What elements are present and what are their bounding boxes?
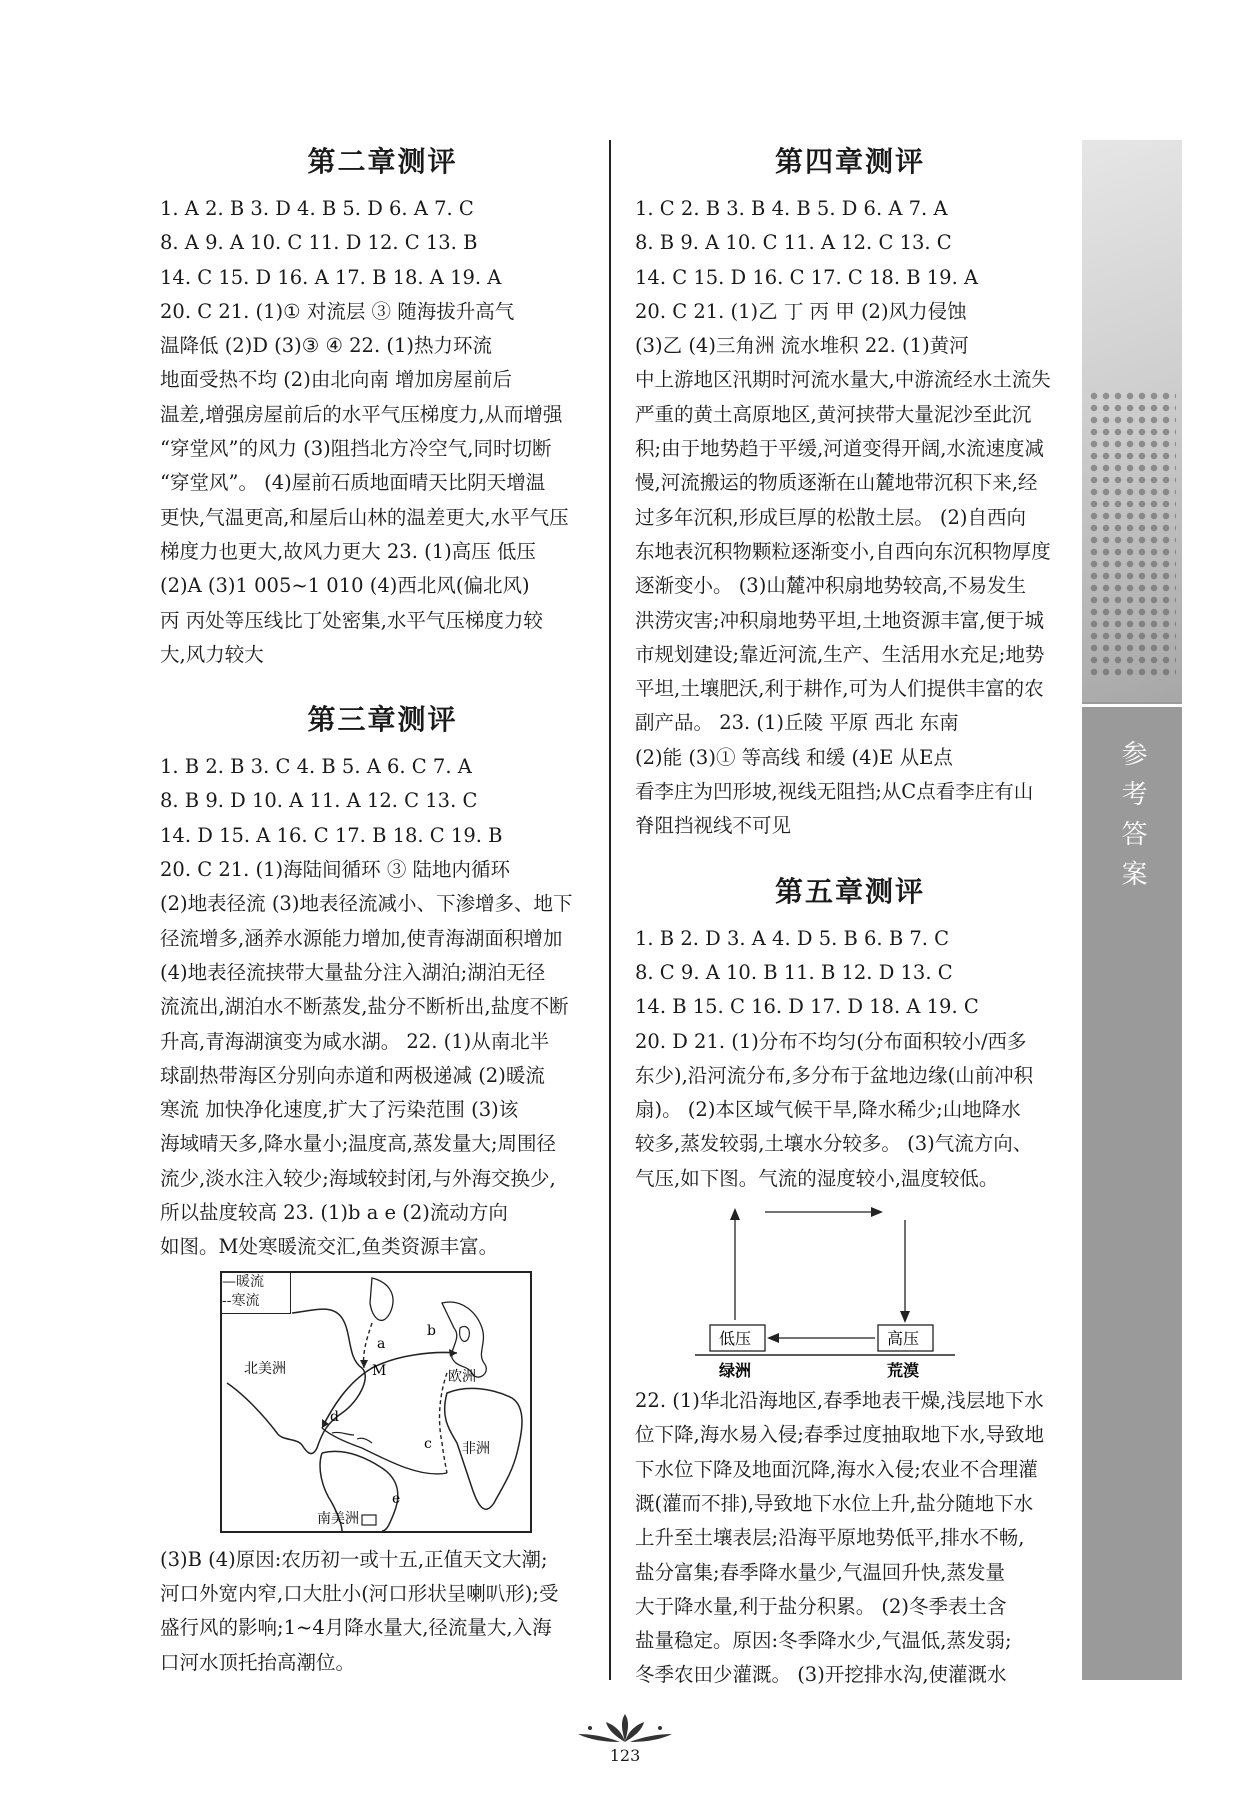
cold-current-canary <box>440 1373 447 1473</box>
chapter4-title: 第四章测评 <box>774 145 925 178</box>
chapter3-answers <box>160 750 605 1264</box>
answer-line: 20. D 21. (1)分布不均匀(分布面积较小/西多 <box>635 1029 1027 1053</box>
answer-line: 地面受热不均 (2)由北向南 增加房屋前后 <box>160 368 513 392</box>
oasis-label: 绿洲 <box>719 1361 752 1381</box>
marker-box <box>362 1515 376 1525</box>
answer-line: 上升至土壤表层;沿海平原地势低平,排水不畅, <box>635 1526 1025 1550</box>
chapter4-answers <box>635 192 1065 844</box>
answer-line: 冬季农田少灌溉。 (3)开挖排水沟,使灌溉水 <box>635 1663 1007 1687</box>
answer-line: 20. C 21. (1)① 对流层 ③ 随海拔升高气 <box>160 299 515 323</box>
answer-line: 14. D 15. A 16. C 17. B 18. C 19. B <box>160 823 503 847</box>
desert-label: 荒漠 <box>887 1361 920 1381</box>
answer-line: (3)B (4)原因:农历初一或十五,正值天文大潮; <box>160 1547 548 1571</box>
greenland-coast <box>370 1278 393 1320</box>
high-pressure-label: 高压 <box>887 1329 920 1349</box>
answer-line: 下水位下降及地面沉降,海水入侵;农业不合理灌 <box>635 1457 1038 1481</box>
label-e: e <box>392 1490 401 1507</box>
answer-line: 更快,气温更高,和屋后山林的温差更大,水平气压 <box>160 505 569 529</box>
answer-line: 平坦,土壤肥沃,利于耕作,可为人们提供丰富的农 <box>635 677 1044 701</box>
answer-line: 14. C 15. D 16. C 17. C 18. B 19. A <box>635 265 979 289</box>
answer-line: 溉(灌而不排),导致地下水位上升,盐分随地下水 <box>635 1491 1034 1515</box>
arrowhead <box>767 1333 779 1343</box>
answer-line: “穿堂风”。 (4)屋前石质地面晴天比阴天增温 <box>160 471 546 495</box>
answer-line: 1. B 2. D 3. A 4. D 5. B 6. B 7. C <box>635 926 950 950</box>
label-b: b <box>427 1322 436 1339</box>
answer-line: (2)地表径流 (3)地表径流减小、下渗增多、地下 <box>160 892 573 916</box>
sidebar-label: 参考答案 <box>1117 740 1147 900</box>
answer-line: 温降低 (2)D (3)③ ④ 22. (1)热力环流 <box>160 334 492 358</box>
answer-line: 1. C 2. B 3. B 4. B 5. D 6. A 7. A <box>635 197 948 220</box>
answer-line: (2)A (3)1 005~1 010 (4)西北风(偏北风) <box>160 574 530 598</box>
answer-line: 东地表沉积物颗粒逐渐变小,自西向东沉积物厚度 <box>635 539 1051 563</box>
answer-line: (4)地表径流挟带大量盐分注入湖泊;湖泊无径 <box>160 960 546 984</box>
answer-line: 看李庄为凹形坡,视线无阻挡;从C点看李庄有山 <box>635 780 1034 804</box>
answer-line: “穿堂风”的风力 (3)阻挡北方冷空气,同时切断 <box>160 437 552 461</box>
answer-line: 1. B 2. B 3. C 4. B 5. A 6. C 7. A <box>160 755 472 779</box>
sidebar-pattern <box>1082 140 1182 702</box>
right-column <box>635 140 1065 1693</box>
answer-line: 8. C 9. A 10. B 11. B 12. D 13. C <box>635 960 953 984</box>
warm-current-gulf-stream <box>322 1352 457 1427</box>
answer-line: 较多,蒸发较弱,土壤水分较多。 (3)气流方向、 <box>635 1132 1033 1156</box>
chapter2-title: 第二章测评 <box>307 145 458 178</box>
answer-line: 东少),沿河流分布,多分布于盆地边缘(山前冲积 <box>635 1063 1034 1087</box>
answer-line: 寒流 加快净化速度,扩大了污染范围 (3)该 <box>160 1098 519 1122</box>
label-south-america: 南美洲 <box>317 1510 359 1527</box>
low-pressure-label: 低压 <box>719 1329 752 1349</box>
answer-line: 温差,增强房屋前后的水平气压梯度力,从而增强 <box>160 402 563 426</box>
answer-line: 中上游地区汛期时河流水量大,中游流经水土流失 <box>635 368 1051 392</box>
chapter2-answers <box>160 192 605 672</box>
legend-warm: —暖流 <box>222 1273 264 1290</box>
answer-line: 流少,淡水注入较少;海域较封闭,与外海交换少, <box>160 1166 556 1190</box>
chapter5-title: 第五章测评 <box>774 874 925 908</box>
arrowhead <box>730 1208 740 1220</box>
label-europe: 欧洲 <box>448 1368 476 1385</box>
ocean-current-map <box>220 1271 532 1533</box>
answer-line: 盐量稳定。原因:冬季降水少,气温低,蒸发弱; <box>635 1629 1012 1653</box>
answer-line: 8. A 9. A 10. C 11. D 12. C 13. B <box>160 231 478 255</box>
answer-line: (2)能 (3)① 等高线 和缓 (4)E 从E点 <box>635 745 953 769</box>
answer-line: 慢,河流搬运的物质逐渐在山麓地带沉积下来,经 <box>635 471 1038 495</box>
answer-line: 14. C 15. D 16. A 17. B 18. A 19. A <box>160 265 502 289</box>
chapter3-title: 第三章测评 <box>307 703 458 737</box>
label-m: M <box>372 1362 387 1379</box>
column-divider <box>609 140 611 1680</box>
legend-cold: ‐‐寒流 <box>222 1292 260 1309</box>
answer-line: 盐分富集;春季降水量少,气温回升快,蒸发量 <box>635 1560 1005 1584</box>
airflow-diagram <box>695 1200 955 1380</box>
answer-line: 逐渐变小。 (3)山麓冲积扇地势较高,不易发生 <box>635 574 1027 598</box>
label-d: d <box>330 1408 339 1425</box>
answer-line: 严重的黄土高原地区,黄河挟带大量泥沙至此沉 <box>635 402 1032 426</box>
answer-line: 8. B 9. D 10. A 11. A 12. C 13. C <box>160 789 478 813</box>
left-column <box>160 140 605 1680</box>
arrowhead <box>900 1311 910 1323</box>
north-america-coast <box>227 1309 365 1453</box>
label-a: a <box>377 1335 386 1352</box>
answer-line: 洪涝灾害;冲积扇地势平坦,土地资源丰富,便于城 <box>635 608 1044 632</box>
answer-line: 市规划建设;靠近河流,生产、生活用水充足;地势 <box>635 642 1045 666</box>
answer-line: 梯度力也更大,故风力更大 23. (1)高压 低压 <box>160 539 536 563</box>
answer-line: 海域晴天多,降水量小;温度高,蒸发量大;周围径 <box>160 1132 557 1156</box>
map-legend <box>222 1273 291 1314</box>
answer-line: (3)乙 (4)三角洲 流水堆积 22. (1)黄河 <box>635 334 969 358</box>
answer-line: 20. C 21. (1)乙 丁 丙 甲 (2)风力侵蚀 <box>635 299 967 323</box>
label-north-america: 北美洲 <box>244 1360 286 1377</box>
britain-coast <box>460 1326 470 1341</box>
label-africa: 非洲 <box>462 1440 490 1457</box>
answer-line: 径流增多,涵养水源能力增加,使青海湖面积增加 <box>160 926 563 950</box>
answer-line: 气压,如下图。气流的湿度较小,温度较低。 <box>635 1166 999 1190</box>
answer-line: 大,风力较大 <box>160 642 264 666</box>
answer-line: 盛行风的影响;1~4月降水量大,径流量大,入海 <box>160 1616 552 1640</box>
answer-line: 位下降,海水易入侵;春季过度抽取地下水,导致地 <box>635 1423 1044 1447</box>
answer-line: 22. (1)华北沿海地区,春季地表干燥,浅层地下水 <box>635 1389 1044 1413</box>
answer-line: 流流出,湖泊水不断蒸发,盐分不断析出,盐度不断 <box>160 995 569 1019</box>
answer-sidebar <box>1082 140 1182 1680</box>
answer-line: 河口外宽内窄,口大肚小(河口形状呈喇叭形);受 <box>160 1581 559 1605</box>
answer-line: 升高,青海湖演变为咸水湖。 22. (1)从南北半 <box>160 1029 550 1053</box>
arrowhead <box>871 1207 883 1217</box>
answer-line: 1. A 2. B 3. D 4. B 5. D 6. A 7. C <box>160 197 474 220</box>
chapter5-answers <box>635 922 1065 1196</box>
chapter3-answers-after-map <box>160 1543 605 1680</box>
answer-line: 球副热带海区分别向赤道和两极递减 (2)暖流 <box>160 1063 545 1087</box>
answer-line: 积;由于地势趋于平缓,河道变得开阔,水流速度减 <box>635 437 1044 461</box>
page-number: 123 <box>609 1746 641 1765</box>
answer-line: 过多年沉积,形成巨厚的松散土层。 (2)自西向 <box>635 505 1027 529</box>
answer-line: 如图。M处寒暖流交汇,鱼类资源丰富。 <box>160 1235 499 1259</box>
answer-line: 20. C 21. (1)海陆间循环 ③ 陆地内循环 <box>160 858 511 882</box>
answer-line: 副产品。 23. (1)丘陵 平原 西北 东南 <box>635 711 959 735</box>
chapter5-answers-after-diagram <box>635 1384 1065 1693</box>
answer-line: 丙 丙处等压线比丁处密集,水平气压梯度力较 <box>160 608 543 632</box>
answer-line: 14. B 15. C 16. D 17. D 18. A 19. C <box>635 995 979 1019</box>
answer-line: 口河水顶托抬高潮位。 <box>160 1650 356 1674</box>
label-c: c <box>424 1435 432 1452</box>
answer-line: 所以盐度较高 23. (1)b a e (2)流动方向 <box>160 1201 508 1225</box>
europe-coast <box>442 1302 486 1377</box>
answer-line: 脊阻挡视线不可见 <box>635 814 792 838</box>
answer-line: 扇)。 (2)本区域气候干旱,降水稀少;山地降水 <box>635 1098 1021 1122</box>
answer-line: 8. B 9. A 10. C 11. A 12. C 13. C <box>635 231 952 255</box>
page-ornament <box>570 1712 680 1746</box>
answer-line: 大于降水量,利于盐分积累。 (2)冬季表土含 <box>635 1594 1007 1618</box>
